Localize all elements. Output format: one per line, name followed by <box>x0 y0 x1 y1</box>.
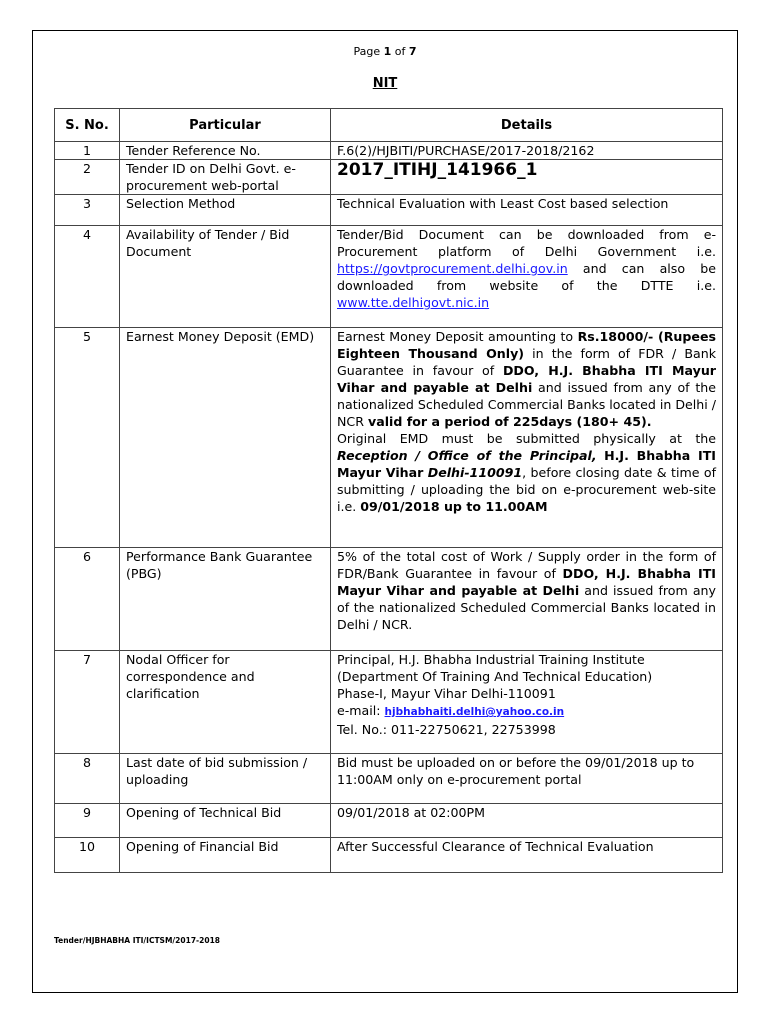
dtte-website-link[interactable]: www.tte.delhigovt.nic.in <box>337 295 490 310</box>
row-particular: Last date of bid submission / uploading <box>120 754 331 804</box>
header-details: Details <box>331 109 723 142</box>
row-sno: 1 <box>55 142 120 160</box>
row-details: Technical Evaluation with Least Cost based selection <box>331 195 723 226</box>
table-row <box>55 754 723 804</box>
row-particular: Performance Bank Guarantee (PBG) <box>120 548 331 651</box>
row-sno: 10 <box>55 838 120 873</box>
table-row <box>55 328 723 548</box>
row-details: Earnest Money Deposit amounting to Rs.18000/- (Rupees Eighteen Thousand Only) in the form of FDR / Bank Guarantee in favour of DDO, H.J. Bhabha ITI Mayur Vihar and payable at Delhi and issued from any of the nationalized Scheduled Commercial Banks located in Delhi / NCR valid for a period of 225days (180+ 45). Original EMD must be submitted physically at the Reception / Office of the Principal, H.J. Bhabha ITI Mayur Vihar Delhi-110091, before closing date & time of submitting / uploading the bid on e-procurement web-site i.e. 09/01/2018 up to 11.00AM <box>331 328 723 548</box>
row-details: F.6(2)/HJBITI/PURCHASE/2017-2018/2162 <box>331 142 723 160</box>
table-row <box>55 838 723 873</box>
row-sno: 4 <box>55 226 120 328</box>
row-sno: 7 <box>55 651 120 754</box>
row-details: Principal, H.J. Bhabha Industrial Training Institute (Department Of Training And Technical Education) Phase-I, Mayur Vihar Delhi-110091 e-mail: hjbhabhaiti.delhi@yahoo.co.in Tel. No.: 011-22750621, 22753998 <box>331 651 723 754</box>
row-details: Bid must be uploaded on or before the 09/01/2018 up to 11:00AM only on e-procurement portal <box>331 754 723 804</box>
row-particular: Tender Reference No. <box>120 142 331 160</box>
row-particular: Opening of Technical Bid <box>120 804 331 838</box>
tender-id: 2017_ITIHJ_141966_1 <box>331 160 723 195</box>
header-sno: S. No. <box>55 109 120 142</box>
govtprocurement-link[interactable]: https://govtprocurement.delhi.gov.in <box>337 261 568 276</box>
row-sno: 6 <box>55 548 120 651</box>
header-particular: Particular <box>120 109 331 142</box>
row-sno: 2 <box>55 160 120 195</box>
row-particular: Selection Method <box>120 195 331 226</box>
row-details: 5% of the total cost of Work / Supply order in the form of FDR/Bank Guarantee in favour of DDO, H.J. Bhabha ITI Mayur Vihar and payable at Delhi and issued from any of the nationalized Scheduled Commercial Banks located in Delhi / NCR. <box>331 548 723 651</box>
email-link[interactable]: hjbhabhaiti.delhi@yahoo.co.in <box>384 706 565 718</box>
row-sno: 3 <box>55 195 120 226</box>
page-number: Page 1 of 7 <box>353 45 417 58</box>
row-sno: 8 <box>55 754 120 804</box>
row-particular: Opening of Financial Bid <box>120 838 331 873</box>
tender-table <box>54 108 723 873</box>
row-particular: Earnest Money Deposit (EMD) <box>120 328 331 548</box>
table-row <box>55 548 723 651</box>
row-particular: Availability of Tender / Bid Document <box>120 226 331 328</box>
row-sno: 5 <box>55 328 120 548</box>
footer-reference: Tender/HJBHABHA ITI/ICTSM/2017-2018 <box>54 936 221 945</box>
row-details: 09/01/2018 at 02:00PM <box>331 804 723 838</box>
table-row <box>55 195 723 226</box>
row-particular: Nodal Officer for correspondence and clarification <box>120 651 331 754</box>
table-row <box>55 160 723 195</box>
row-sno: 9 <box>55 804 120 838</box>
table-row <box>55 142 723 160</box>
document-title: NIT <box>372 76 398 91</box>
row-details: After Successful Clearance of Technical Evaluation <box>331 838 723 873</box>
row-particular: Tender ID on Delhi Govt. e-procurement web-portal <box>120 160 331 195</box>
row-details: Tender/Bid Document can be downloaded from e-Procurement platform of Delhi Government i.e. https://govtprocurement.delhi.gov.in and can also be downloaded from website of the DTTE i.e. www.tte.delhigovt.nic.in <box>331 226 723 328</box>
table-header-row <box>55 109 723 142</box>
table-row <box>55 226 723 328</box>
table-row <box>55 651 723 754</box>
table-row <box>55 804 723 838</box>
